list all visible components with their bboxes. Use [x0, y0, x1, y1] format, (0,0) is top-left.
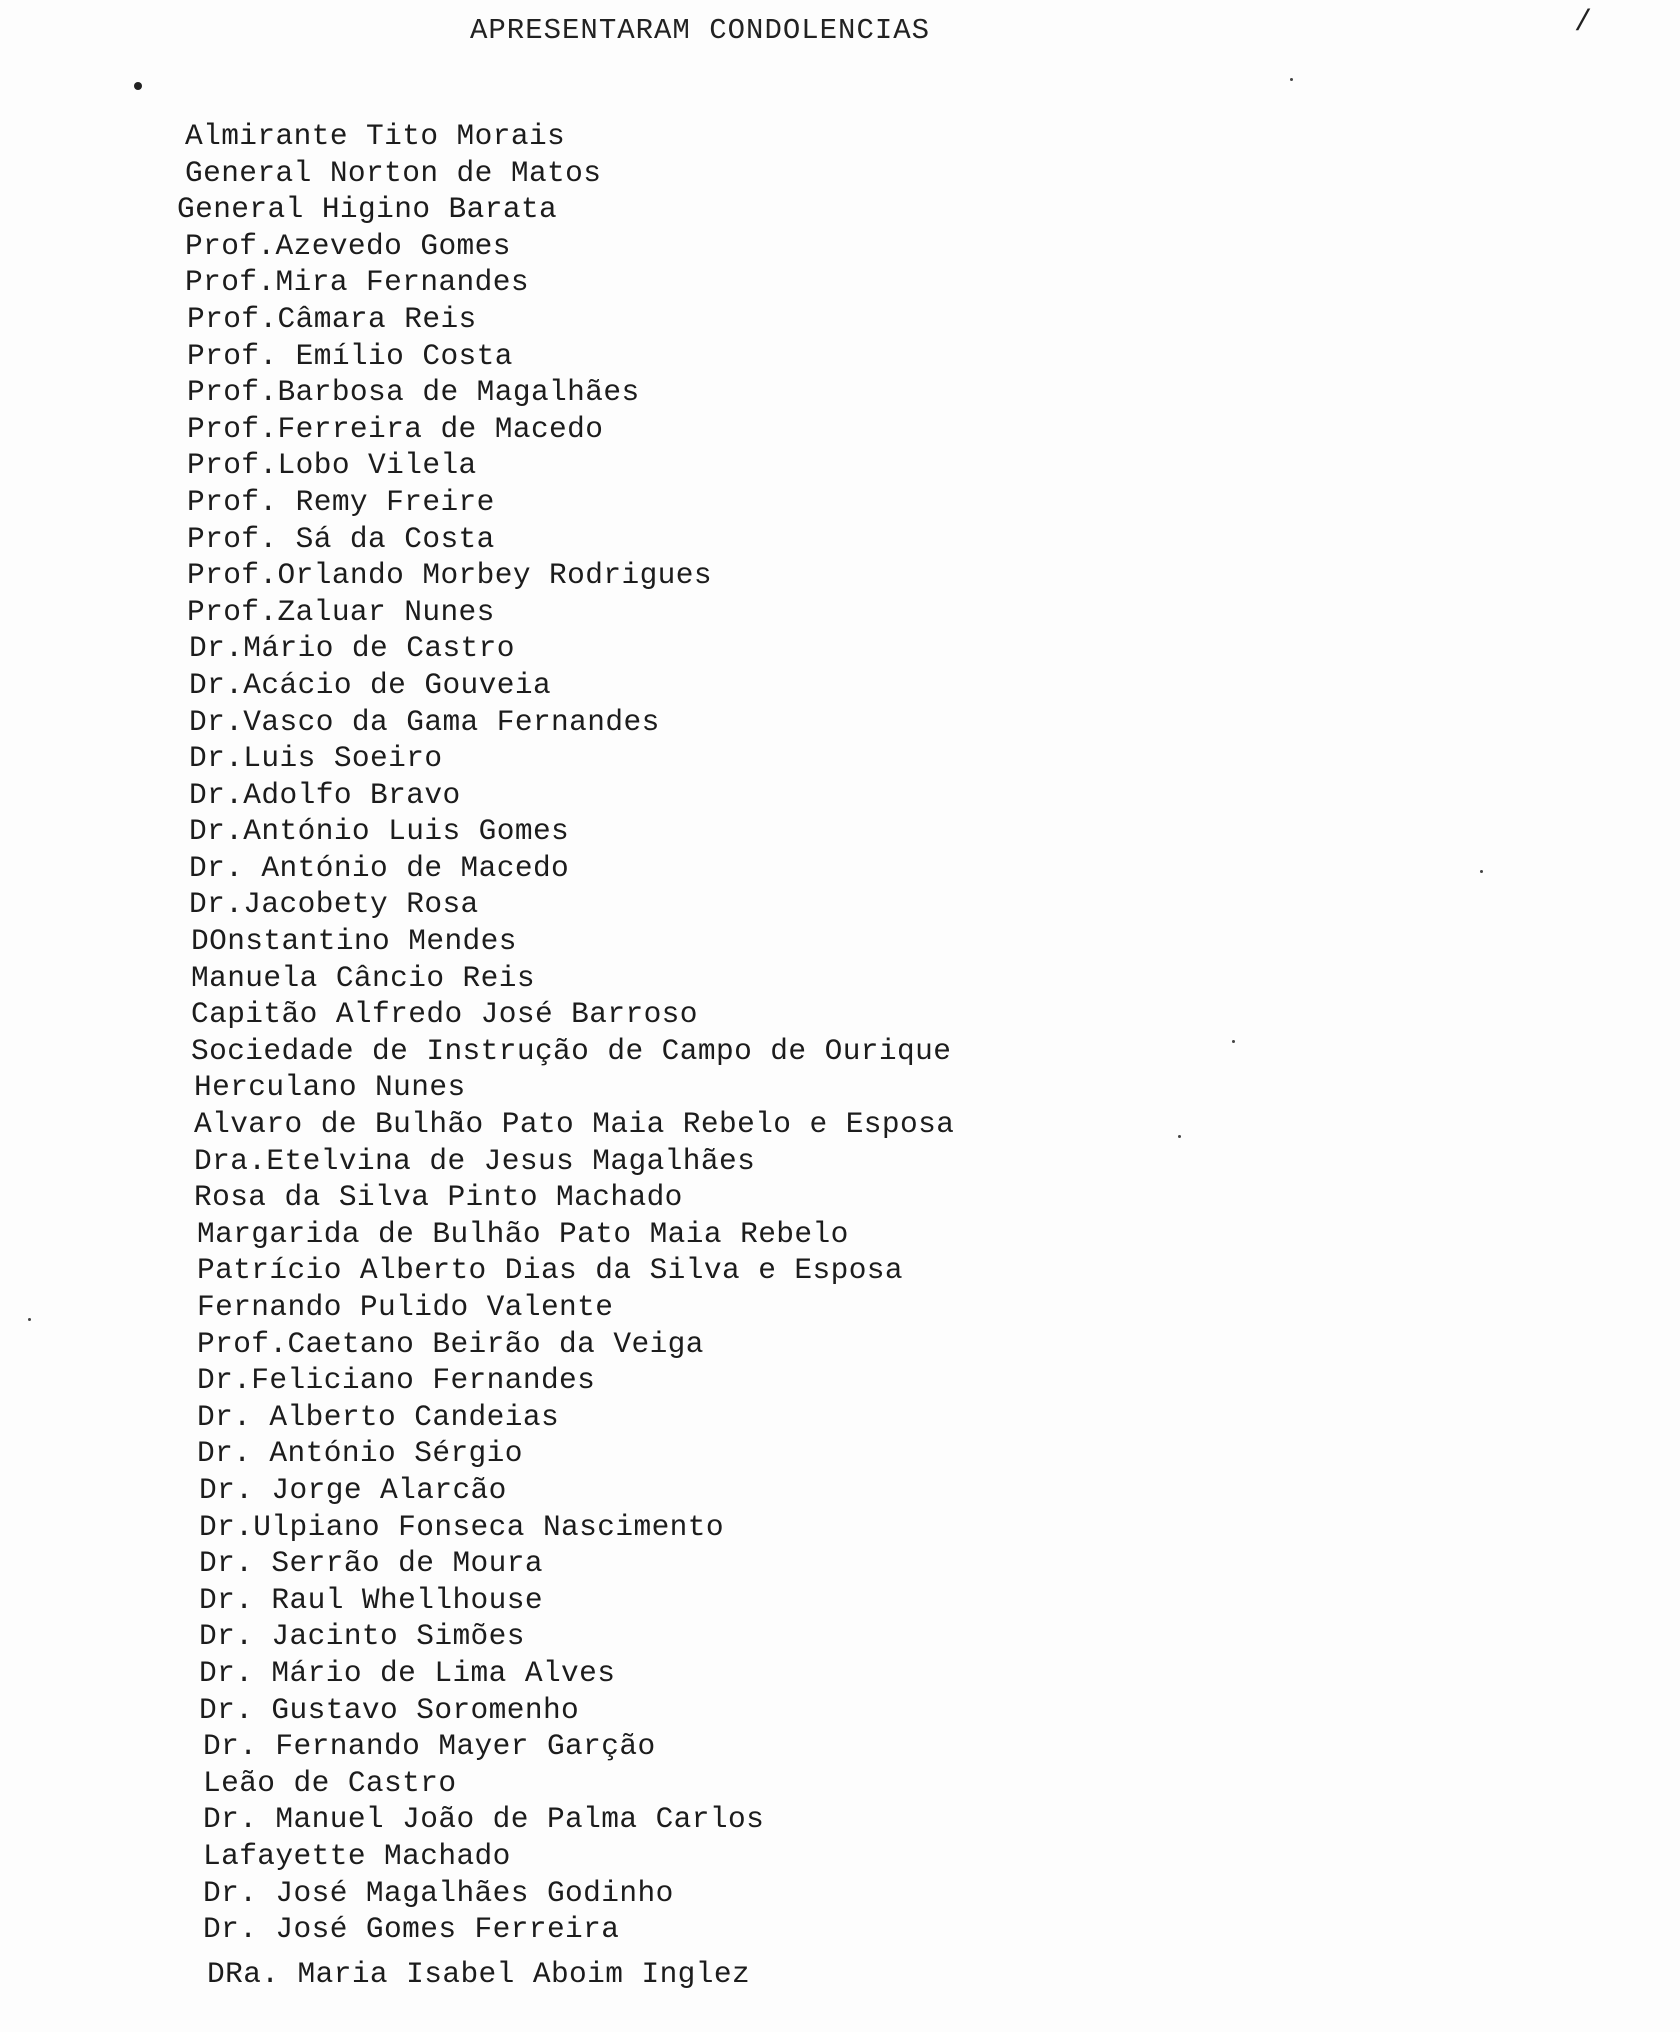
list-item: Dr.António Luis Gomes — [189, 814, 570, 849]
list-item: Prof. Remy Freire — [187, 484, 495, 519]
list-item: Prof.Lobo Vilela — [187, 448, 477, 483]
list-item: DRa. Maria Isabel Aboim Inglez — [207, 1956, 751, 1991]
list-item: Almirante Tito Morais — [185, 119, 566, 153]
list-item: Dr. Manuel João de Palma Carlos — [203, 1802, 765, 1837]
list-item: Dr.Vasco da Gama Fernandes — [189, 704, 660, 739]
list-item: Prof.Azevedo Gomes — [185, 228, 511, 263]
list-item: Dr. Jacinto Simões — [199, 1619, 525, 1654]
list-item: Prof. Sá da Costa — [187, 521, 495, 556]
list-item: Dr. Fernando Mayer Garção — [203, 1729, 656, 1764]
list-item: Prof.Barbosa de Magalhães — [187, 375, 640, 410]
list-item: Sociedade de Instrução de Campo de Ourique — [191, 1033, 952, 1068]
list-item: Capitão Alfredo José Barroso — [191, 997, 698, 1032]
list-item: Dr.Luis Soeiro — [189, 741, 443, 776]
condolence-name-list — [177, 118, 955, 1992]
list-item: Herculano Nunes — [194, 1070, 466, 1105]
list-item: Patrício Alberto Dias da Silva e Esposa — [197, 1253, 904, 1288]
list-item: Dr. Mário de Lima Alves — [199, 1655, 616, 1690]
ink-dot — [134, 82, 142, 90]
list-item: Prof.Orlando Morbey Rodrigues — [187, 558, 712, 593]
scan-speck — [28, 1318, 31, 1321]
list-item: Dr. Raul Whellhouse — [199, 1582, 543, 1617]
list-item: Margarida de Bulhão Pato Maia Rebelo — [197, 1216, 849, 1251]
list-item: General Higino Barata — [177, 192, 558, 227]
list-item: Fernando Pulido Valente — [197, 1290, 614, 1324]
list-item: DOnstantino Mendes — [191, 924, 517, 959]
list-item: Prof.Mira Fernandes — [185, 265, 529, 300]
list-item: Dr.Acácio de Gouveia — [189, 667, 552, 702]
scan-speck — [1178, 1135, 1181, 1138]
list-item: Alvaro de Bulhão Pato Maia Rebelo e Esposa — [194, 1107, 955, 1142]
page-title: APRESENTARAM CONDOLENCIAS — [470, 14, 931, 47]
list-item: Dr.Feliciano Fernandes — [197, 1363, 596, 1398]
list-item: Leão de Castro — [203, 1765, 457, 1800]
scan-speck — [1290, 78, 1293, 81]
scan-speck — [1232, 1040, 1235, 1043]
list-item: Lafayette Machado — [203, 1838, 511, 1873]
list-item: Dr. Jorge Alarcão — [199, 1472, 507, 1507]
list-item: Prof.Câmara Reis — [187, 301, 477, 336]
list-item: Dr. António de Macedo — [189, 850, 570, 885]
corner-mark: / — [1574, 6, 1593, 40]
list-item: Dr. Gustavo Soromenho — [199, 1692, 580, 1727]
list-item: Dr.Jacobety Rosa — [189, 887, 479, 922]
list-item: Dr.Ulpiano Fonseca Nascimento — [199, 1509, 724, 1544]
list-item: Dr. José Magalhães Godinho — [203, 1875, 674, 1910]
list-item: Dr. Alberto Candeias — [197, 1399, 560, 1434]
list-item: Dr.Adolfo Bravo — [189, 777, 461, 812]
list-item: Dra.Etelvina de Jesus Magalhães — [194, 1143, 756, 1178]
list-item: General Norton de Matos — [185, 155, 602, 190]
list-item: Dr. António Sérgio — [197, 1436, 523, 1471]
list-item: Manuela Câncio Reis — [191, 960, 535, 995]
list-item: Prof.Caetano Beirão da Veiga — [197, 1326, 704, 1361]
list-item: Prof.Ferreira de Macedo — [187, 411, 604, 446]
list-item: Prof. Emílio Costa — [187, 338, 513, 373]
list-item: Dr.Mário de Castro — [189, 631, 515, 666]
list-item: Prof.Zaluar Nunes — [187, 594, 495, 629]
scan-speck — [1480, 870, 1483, 873]
list-item: Rosa da Silva Pinto Machado — [194, 1180, 683, 1215]
list-item: Dr. Serrão de Moura — [199, 1546, 543, 1581]
list-item: Dr. José Gomes Ferreira — [203, 1912, 620, 1947]
